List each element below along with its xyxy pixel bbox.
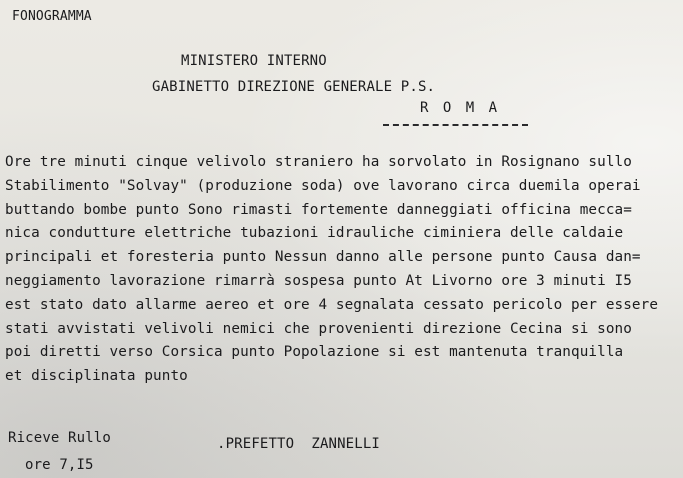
receiver-note: Riceve Rullo: [8, 430, 111, 446]
document-type-label: FONOGRAMMA: [12, 9, 92, 24]
body-line: et disciplinata punto: [5, 368, 188, 385]
body-line: principali et foresteria punto Nessun danno alle persone punto Causa dan=: [5, 249, 641, 266]
body-line: neggiamento lavorazione rimarrà sospesa punto At Livorno ore 3 minuti I5: [5, 272, 632, 289]
recipient-city: R O M A: [420, 100, 501, 116]
body-line: nica condutture elettriche tubazioni idrauliche ciminiera delle caldaie: [5, 225, 624, 242]
recipient-office: GABINETTO DIREZIONE GENERALE P.S.: [152, 79, 436, 95]
body-line: Stabilimento "Solvay" (produzione soda) ove lavorano circa duemila operai: [5, 177, 641, 194]
message-body: [5, 151, 680, 389]
body-line: buttando bombe punto Sono rimasti fortemente danneggiati officina mecca=: [5, 201, 632, 218]
signature: .PREFETTO ZANNELLI: [217, 436, 380, 452]
body-line: Ore tre minuti cinque velivolo straniero ha sorvolato in Rosignano sullo: [5, 154, 632, 170]
body-line: est stato dato allarme aereo et ore 4 segnalata cessato pericolo per essere: [5, 296, 659, 313]
receipt-time: ore 7,I5: [25, 457, 94, 473]
recipient-ministry: MINISTERO INTERNO: [181, 53, 327, 69]
body-line: poi diretti verso Corsica punto Popolazione si est mantenuta tranquilla: [5, 344, 624, 361]
body-line: stati avvistati velivoli nemici che provenienti direzione Cecina si sono: [5, 320, 632, 337]
underline-rule: [383, 124, 528, 126]
